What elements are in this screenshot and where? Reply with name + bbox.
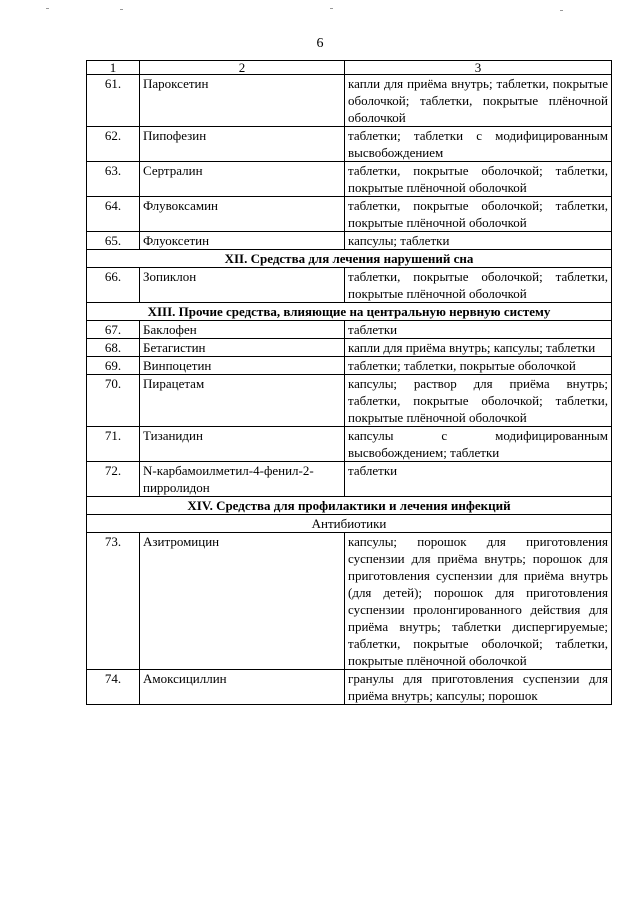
drug-name: Тизанидин bbox=[140, 427, 345, 462]
row-number: 70. bbox=[87, 375, 140, 427]
row-number: 71. bbox=[87, 427, 140, 462]
row-number: 74. bbox=[87, 670, 140, 705]
section-heading: XIV. Средства для профилактики и лечения инфекций bbox=[87, 497, 612, 515]
row-number: 65. bbox=[87, 232, 140, 250]
subsection-heading: Антибиотики bbox=[87, 515, 612, 533]
row-number: 61. bbox=[87, 75, 140, 127]
dosage-forms: таблетки bbox=[345, 462, 612, 497]
table-row bbox=[87, 321, 612, 339]
dosage-forms: таблетки, покрытые оболочкой; таблетки, покрытые плёночной оболочкой bbox=[345, 268, 612, 303]
row-number: 69. bbox=[87, 357, 140, 375]
dosage-forms: капли для приёма внутрь; капсулы; таблетки bbox=[345, 339, 612, 357]
row-number: 66. bbox=[87, 268, 140, 303]
dosage-forms: таблетки bbox=[345, 321, 612, 339]
table-row bbox=[87, 533, 612, 670]
dosage-forms: таблетки, покрытые оболочкой; таблетки, покрытые плёночной оболочкой bbox=[345, 197, 612, 232]
section-row bbox=[87, 250, 612, 268]
table-row bbox=[87, 162, 612, 197]
table-row bbox=[87, 232, 612, 250]
table-row bbox=[87, 670, 612, 705]
drug-name: Зопиклон bbox=[140, 268, 345, 303]
scan-speck bbox=[46, 8, 49, 9]
drug-name: Пирацетам bbox=[140, 375, 345, 427]
scan-speck bbox=[120, 9, 123, 10]
drug-name: Баклофен bbox=[140, 321, 345, 339]
dosage-forms: капли для приёма внутрь; таблетки, покрытые оболочкой; таблетки, покрытые плёночной оболочкой bbox=[345, 75, 612, 127]
subsection-row bbox=[87, 515, 612, 533]
drug-name: Амоксициллин bbox=[140, 670, 345, 705]
row-number: 67. bbox=[87, 321, 140, 339]
drug-table bbox=[86, 60, 612, 705]
drug-name: Сертралин bbox=[140, 162, 345, 197]
table-row bbox=[87, 357, 612, 375]
row-number: 68. bbox=[87, 339, 140, 357]
section-heading: XIII. Прочие средства, влияющие на центральную нервную систему bbox=[87, 303, 612, 321]
table-row bbox=[87, 427, 612, 462]
drug-name: Флувоксамин bbox=[140, 197, 345, 232]
dosage-forms: капсулы; раствор для приёма внутрь; таблетки, покрытые оболочкой; таблетки, покрытые плёночной оболочкой bbox=[345, 375, 612, 427]
page-number: 6 bbox=[316, 36, 324, 51]
drug-name: Винпоцетин bbox=[140, 357, 345, 375]
drug-name: Бетагистин bbox=[140, 339, 345, 357]
table-row bbox=[87, 339, 612, 357]
table-row bbox=[87, 375, 612, 427]
dosage-forms: капсулы; таблетки bbox=[345, 232, 612, 250]
dosage-forms: таблетки; таблетки с модифицированным высвобождением bbox=[345, 127, 612, 162]
row-number: 62. bbox=[87, 127, 140, 162]
table-row bbox=[87, 268, 612, 303]
row-number: 63. bbox=[87, 162, 140, 197]
dosage-forms: капсулы с модифицированным высвобождением; таблетки bbox=[345, 427, 612, 462]
row-number: 73. bbox=[87, 533, 140, 670]
section-heading: XII. Средства для лечения нарушений сна bbox=[87, 250, 612, 268]
drug-name: Пипофезин bbox=[140, 127, 345, 162]
scan-speck bbox=[330, 8, 333, 9]
drug-name: Флуоксетин bbox=[140, 232, 345, 250]
column-number-row bbox=[87, 61, 612, 75]
column-number-3: 3 bbox=[345, 61, 612, 75]
drug-name: Азитромицин bbox=[140, 533, 345, 670]
dosage-forms: таблетки; таблетки, покрытые оболочкой bbox=[345, 357, 612, 375]
row-number: 64. bbox=[87, 197, 140, 232]
section-row bbox=[87, 303, 612, 321]
section-row bbox=[87, 497, 612, 515]
table-row bbox=[87, 462, 612, 497]
dosage-forms: капсулы; порошок для приготовления суспензии для приёма внутрь; порошок для приготовления суспензии для приёма внутрь (для детей); порошок для приготовления суспензии пролонгированного действия для приёма внутрь; таблетки диспергируемые; таблетки, покрытые оболочкой; таблетки, покрытые плёночной оболочкой bbox=[345, 533, 612, 670]
column-number-2: 2 bbox=[140, 61, 345, 75]
column-number-1: 1 bbox=[87, 61, 140, 75]
dosage-forms: гранулы для приготовления суспензии для приёма внутрь; капсулы; порошок bbox=[345, 670, 612, 705]
drug-name: N-карбамоилметил-4-фенил-2-пирролидон bbox=[140, 462, 345, 497]
dosage-forms: таблетки, покрытые оболочкой; таблетки, покрытые плёночной оболочкой bbox=[345, 162, 612, 197]
drug-name: Пароксетин bbox=[140, 75, 345, 127]
scan-speck bbox=[560, 10, 563, 11]
table-row bbox=[87, 75, 612, 127]
row-number: 72. bbox=[87, 462, 140, 497]
table-row bbox=[87, 127, 612, 162]
table-row bbox=[87, 197, 612, 232]
